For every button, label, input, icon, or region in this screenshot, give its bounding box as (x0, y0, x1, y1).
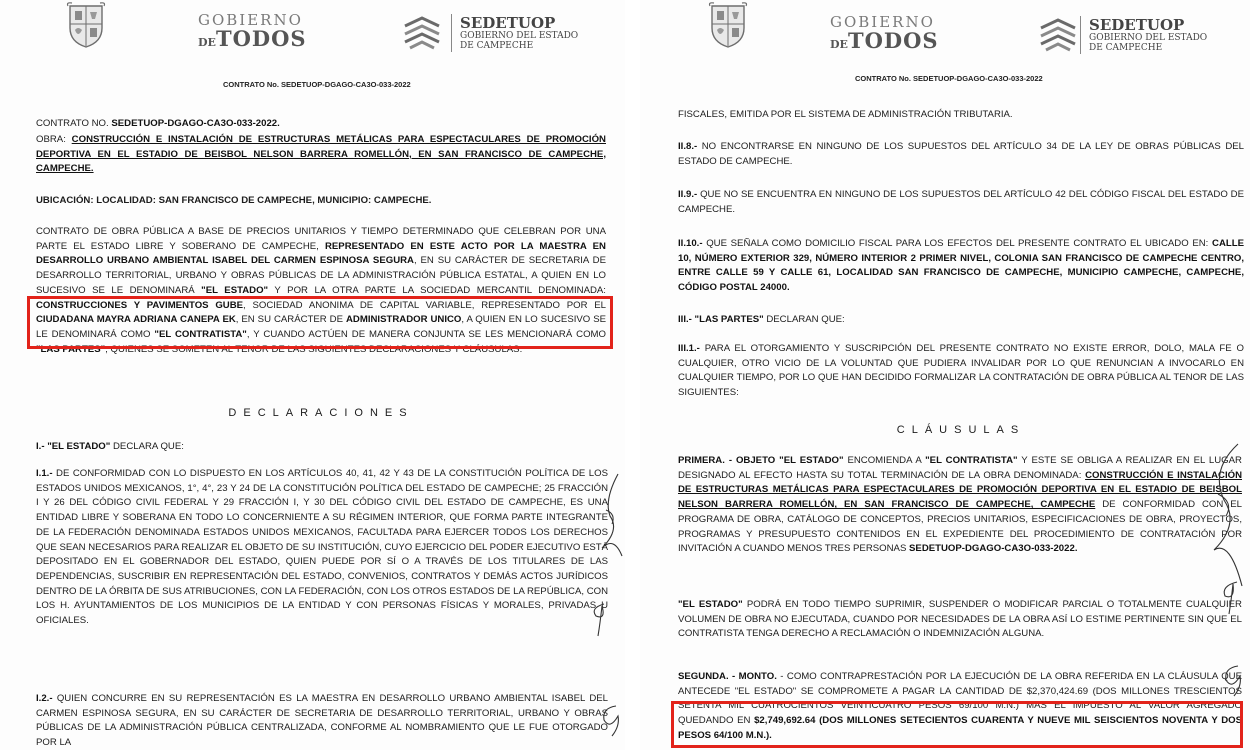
declaration-i2: I.2.- QUIEN CONCURRE EN SU REPRESENTACIÓN ES LA MAESTRA EN DESARROLLO URBANO AMBIENTAL ISABEL DEL CARMEN ESPINOSA SEGURA, EN SU CARÁCTER DE SECRETARIA DE DESARROLLO TERRITORIAL, URBANO Y OBRAS PÚBLICAS DE LA ADMINISTRACIÓN PÚBLICA CENTRALIZADA, CONFORME AL NOMBRAMIENTO QUE LE FUE OTORGADO POR LA (36, 693, 608, 749)
signature-mark-icon (1215, 578, 1245, 618)
gobierno-de-todos-logo: GOBIERNO DETODOS (830, 13, 939, 53)
sedetuop-wordmark: SEDETUOP GOBIERNO DEL ESTADO DE CAMPECHE (460, 14, 579, 51)
header-contract-number: CONTRATO No. SEDETUOP-DGAGO-CA3O-033-2022 (223, 80, 411, 89)
declaration-ii8: II.8.- NO ENCONTRARSE EN NINGUNO DE LOS SUPUESTOS DEL ARTÍCULO 34 DE LA LEY DE OBRAS PÚBLICAS DEL ESTADO DE CAMPECHE. (678, 141, 1244, 167)
section-1-heading: I.- "EL ESTADO" DECLARA QUE: (36, 441, 184, 452)
contract-number-line: CONTRATO NO. SEDETUOP-DGAGO-CA3O-033-2022. (36, 118, 280, 129)
declaration-iii1: III.1.- PARA EL OTORGAMIENTO Y SUSCRIPCIÓN DEL PRESENTE CONTRATO NO EXISTE ERROR, DOLO, MALA FE O CUALQUIER, OTRO VICIO DE LA VOLUNTAD QUE PUDIERA INVALIDAR POR LO QUE RENUNCIAN A INVOCARLO EN CUALQUIER TIEMPO, POR LO QUE HAN DECIDIDO FORMALIZAR LA CONTRATACIÓN DE OBRA PÚBLICA AL TENOR DE LAS SIGUIENTES: (678, 343, 1244, 399)
fiscal-continuation: FISCALES, EMITIDA POR EL SISTEMA DE ADMINISTRACIÓN TRIBUTARIA. (678, 109, 1013, 120)
declaration-ii10: II.10.- QUE SEÑALA COMO DOMICILIO FISCAL PARA LOS EFECTOS DEL PRESENTE CONTRATO EL UBICADO EN: CALLE 10, NÚMERO EXTERIOR 329, NÚMERO INTERIOR 2 PRIMER NIVEL, COLONIA SAN FRANCISCO DE CAMPECHE CENTRO, ENTRE CALLE 59 Y CALLE 61, LOCALIDAD SAN FRANCISCO DE CAMPECHE, MUNICIPIO CAMPECHE, CAMPECHE, CÓDIGO POSTAL 24000. (678, 238, 1244, 294)
obra-paragraph: OBRA: CONSTRUCCIÓN E INSTALACIÓN DE ESTRUCTURAS METÁLICAS PARA ESPECTACULARES DE PROMOCIÓN DEPORTIVA EN EL ESTADIO DE BEISBOL NELSON BARRERA ROMELLÓN, EN SAN FRANCISCO DE CAMPECHE, CAMPECHE. (36, 134, 606, 175)
campeche-coat-of-arms-icon (708, 2, 748, 48)
page-gutter (625, 0, 640, 750)
clausula-segunda: SEGUNDA. - MONTO. - COMO CONTRAPRESTACIÓN POR LA EJECUCIÓN DE LA OBRA REFERIDA EN LA CLÁUSULA QUE ANTECEDE "EL ESTADO" SE COMPROMETE A PAGAR LA CANTIDAD DE $2,370,424.69 (DOS MILLONES TRESCIENTOS SETENTA MIL CUATROCIENTOS VEINTICUATRO PESOS 69/100 M.N.) MAS EL IMPUESTO AL VALOR AGREGADO QUEDANDO EN $2,749,692.64 (DOS MILLONES SETECIENTOS CUARENTA Y NUEVE MIL SEISCIENTOS NOVENTA Y DOS PESOS 64/100 M.N.). (678, 671, 1242, 741)
clausula-primera: PRIMERA. - OBJETO "EL ESTADO" ENCOMIENDA A "EL CONTRATISTA" Y ESTE SE OBLIGA A REALIZAR EN EL LUGAR DESIGNADO AL EFECTO HASTA SU TOTAL TERMINACIÓN DE LA OBRA DENOMINADA: CONSTRUCCIÓN E INSTALACIÓN DE ESTRUCTURAS METÁLICAS PARA ESPECTACULARES DE PROMOCIÓN DEPORTIVA EN EL ESTADIO DE BEISBOL NELSON BARRERA ROMELLÓN, EN SAN FRANCISCO DE CAMPECHE, CAMPECHE DE CONFORMIDAD CON EL PROGRAMA DE OBRA, CATÁLOGO DE CONCEPTOS, PRECIOS UNITARIOS, ESPECIFICACIONES DE OBRA, PROYECTOS, PROGRAMAS Y PRESUPUESTO CONTENIDOS EN EL EXPEDIENTE DEL PROCEDIMIENTO DE CONTRATACIÓN POR INVITACIÓN A CUANDO MENOS TRES PERSONAS SEDETUOP-DGAGO-CA3O-033-2022. (678, 455, 1243, 555)
declaration-ii9: II.9.- QUE NO SE ENCUENTRA EN NINGUNO DE LOS SUPUESTOS DEL ARTÍCULO 42 DEL CÓDIGO FISCAL DEL ESTADO DE CAMPECHE. (678, 189, 1244, 215)
section-3-heading: III.- "LAS PARTES" DECLARAN QUE: (678, 314, 845, 325)
signature-mark-icon (596, 700, 624, 740)
sedetuop-logo-icon (402, 14, 442, 54)
signature-initials-icon (1200, 440, 1246, 590)
signature-mark-icon (1218, 660, 1248, 700)
clausulas-heading: CLÁUSULAS (896, 424, 1026, 436)
estado-paragraph: "EL ESTADO" PODRÁ EN TODO TIEMPO SUPRIMIR, SUSPENDER O MODIFICAR PARCIAL O TOTALMENTE CUALQUIER VOLUMEN DE OBRA NO EJECUTADA, CUANDO POR NECESIDADES DE LA OBRA ASÍ LO ESTIME PERTINENTE SIN QUE EL CONTRATISTA TENGA DERECHO A RECLAMACIÓN O INDEMNIZACIÓN ALGUNA. (678, 599, 1242, 640)
header-contract-number: CONTRATO No. SEDETUOP-DGAGO-CA3O-033-2022 (855, 74, 1043, 83)
contract-page-right (640, 0, 1250, 750)
campeche-coat-of-arms-icon (66, 2, 106, 48)
signature-initials-icon (596, 470, 624, 560)
sedetuop-logo-icon (1038, 16, 1078, 56)
ubicacion-line: UBICACIÓN: LOCALIDAD: SAN FRANCISCO DE CAMPECHE, MUNICIPIO: CAMPECHE. (36, 195, 432, 206)
sedetuop-wordmark: SEDETUOP GOBIERNO DEL ESTADO DE CAMPECHE (1089, 16, 1208, 53)
declaraciones-heading: DECLARACIONES (228, 407, 414, 419)
gobierno-de-todos-logo: GOBIERNO DETODOS (198, 11, 307, 51)
intro-paragraph: CONTRATO DE OBRA PÚBLICA A BASE DE PRECIOS UNITARIOS Y TIEMPO DETERMINADO QUE CELEBRAN POR UNA PARTE EL ESTADO LIBRE Y SOBERANO DE CAMPECHE, REPRESENTADO EN ESTE ACTO POR LA MAESTRA EN DESARROLLO URBANO AMBIENTAL ISABEL DEL CARMEN ESPINOSA SEGURA, EN SU CARÁCTER DE SECRETARIA DE DESARROLLO TERRITORIAL, URBANO Y OBRAS PÚBLICAS DE LA ADMINISTRACIÓN PÚBLICA ESTATAL, A QUIEN EN LO SUCESIVO SE LE DENOMINARÁ "EL ESTADO" Y POR LA OTRA PARTE LA SOCIEDAD MERCANTIL DENOMINADA: CONSTRUCCIONES Y PAVIMENTOS GUBE, SOCIEDAD ANONIMA DE CAPITAL VARIABLE, REPRESENTADO POR EL CIUDADANA MAYRA ADRIANA CANEPA EK, EN SU CARÁCTER DE ADMINISTRADOR UNICO, A QUIEN EN LO SUCESIVO SE LE DENOMINARÁ COMO "EL CONTRATISTA", Y CUANDO ACTÚEN DE MANERA CONJUNTA SE LES MENCIONARÁ COMO "LAS PARTES", QUIENES SE SOMETEN AL TENOR DE LAS SIGUIENTES DECLARACIONES Y CLÁUSULAS. (36, 226, 606, 355)
signature-mark-icon (586, 600, 612, 640)
header-divider (451, 14, 452, 52)
declaration-i1: I.1.- DE CONFORMIDAD CON LO DISPUESTO EN LOS ARTÍCULOS 40, 41, 42 Y 43 DE LA CONSTITUCIÓN POLÍTICA DE LOS ESTADOS UNIDOS MEXICANOS, 1°, 4°, 23 Y 24 DE LA CONSTITUCIÓN POLÍTICA DEL ESTADO DE CAMPECHE; 25 FRACCIÓN I Y 26 DEL CÓDIGO CIVIL FEDERAL Y 29 FRACCIÓN I, Y 30 DEL CÓDIGO CIVIL DEL ESTADO DE CAMPECHE, ES UNA ENTIDAD LIBRE Y SOBERANA EN TODO LO CONCERNIENTE A SU RÉGIMEN INTERIOR, QUE FORMA PARTE INTEGRANTE DE LA FEDERACIÓN DENOMINADA ESTADOS UNIDOS MEXICANOS, FACULTADA PARA EJERCER TODOS LOS DERECHOS QUE SEAN NECESARIOS PARA REALIZAR EL OBJETO DE SU INSTITUCIÓN, CUYO EJERCICIO DEL PODER EJECUTIVO ESTÁ DEPOSITADO EN EL GOBERNADOR DEL ESTADO, QUIEN PUEDE POR SÍ O A TRAVÉS DE LOS TITULARES DE LAS DEPENDENCIAS, SUSCRIBIR EN REPRESENTACIÓN DEL ESTADO, CONVENIOS, CONTRATOS Y DEMÁS ACTOS JURÍDICOS DENTRO DE LA ÓRBITA DE SUS ATRIBUCIONES, CON LA FEDERACIÓN, CON LOS OTROS ESTADOS DE LA REPÚBLICA, CON LOS H. AYUNTAMIENTOS DE LOS MUNICIPIOS DE LA ENTIDAD Y CON PERSONAS FÍSICAS Y MORALES, PRIVADAS U OFICIALES. (36, 468, 609, 627)
header-divider (1080, 16, 1081, 54)
